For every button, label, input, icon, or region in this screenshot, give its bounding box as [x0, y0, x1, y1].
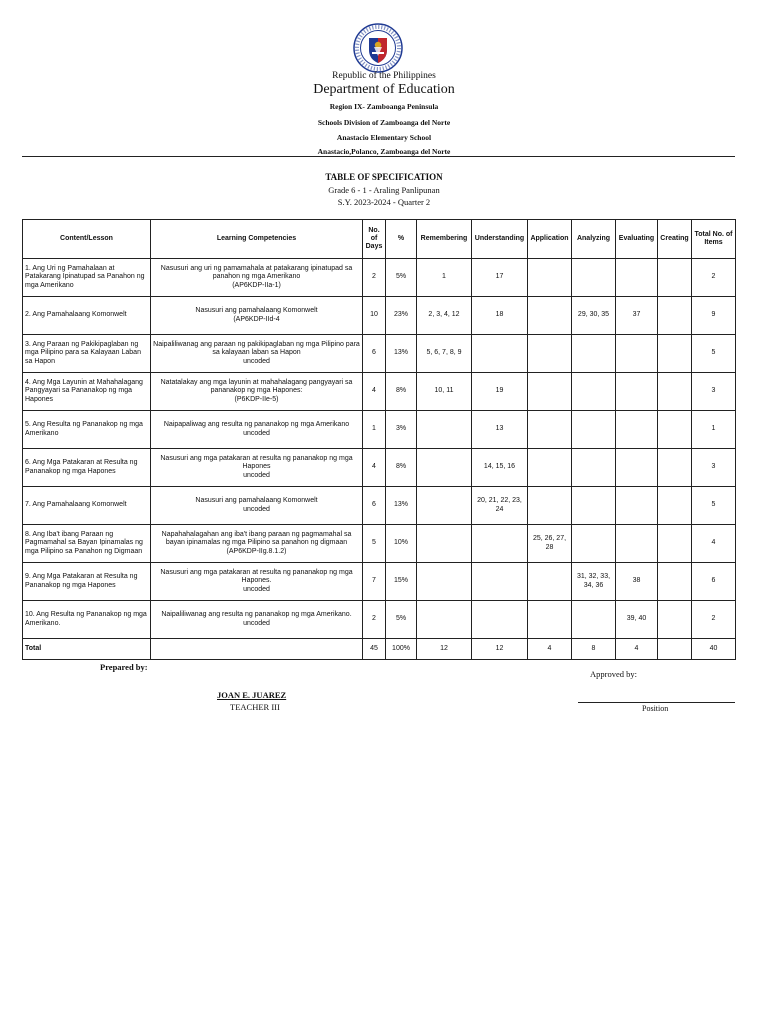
cell-percent: 13% — [386, 335, 417, 373]
header-days: No. of Days — [363, 220, 386, 259]
cell-analyzing — [572, 487, 616, 525]
cell-content: 2. Ang Pamahalaang Komonwelt — [23, 297, 151, 335]
cell-creating — [658, 601, 692, 639]
deped-seal-icon — [353, 23, 403, 73]
region-line: Region IX- Zamboanga Peninsula — [329, 102, 439, 111]
department-name: Department of Education — [313, 82, 455, 97]
cell-understanding: 20, 21, 22, 23, 24 — [472, 487, 528, 525]
competency-code: (AP6KDP-IIa-1) — [232, 281, 281, 289]
cell-content: 6. Ang Mga Patakaran at Resulta ng Pananakop ng mga Hapones — [23, 449, 151, 487]
cell-understanding — [472, 525, 528, 563]
table-row — [23, 563, 736, 601]
table-row — [23, 259, 736, 297]
competency-text: Nasusuri ang pamahalaang Komonwelt — [195, 497, 318, 505]
cell-understanding — [472, 601, 528, 639]
cell-total: 3 — [692, 373, 736, 411]
cell-remembering — [417, 525, 472, 563]
cell-competency — [151, 335, 363, 373]
cell-evaluating — [616, 411, 658, 449]
table-header-row — [23, 220, 736, 259]
cell-percent: 8% — [386, 373, 417, 411]
cell-application — [528, 259, 572, 297]
cell-content: 3. Ang Paraan ng Pakikipaglaban ng mga Pilipino para sa Kalayaan Laban sa Hapon — [23, 335, 151, 373]
cell-evaluating: 39, 40 — [616, 601, 658, 639]
cell-percent: 10% — [386, 525, 417, 563]
preparer-title: TEACHER III — [230, 702, 280, 712]
totals-competency-empty — [151, 639, 363, 660]
cell-remembering — [417, 601, 472, 639]
cell-evaluating — [616, 259, 658, 297]
cell-application — [528, 449, 572, 487]
totals-row — [23, 639, 736, 660]
cell-total: 5 — [692, 335, 736, 373]
cell-evaluating — [616, 525, 658, 563]
header-content: Content/Lesson — [23, 220, 151, 259]
cell-days: 2 — [363, 601, 386, 639]
total-percent: 100% — [386, 639, 417, 660]
competency-text: Nasusuri ang uri ng pamamahala at patakarang ipinatupad sa panahon ng mga Amerikano — [160, 265, 353, 281]
competency-code: uncoded — [243, 505, 270, 513]
cell-understanding: 14, 15, 16 — [472, 449, 528, 487]
cell-understanding — [472, 563, 528, 601]
cell-analyzing — [572, 373, 616, 411]
cell-total: 4 — [692, 525, 736, 563]
cell-remembering: 1 — [417, 259, 472, 297]
cell-application — [528, 563, 572, 601]
cell-days: 10 — [363, 297, 386, 335]
cell-days: 4 — [363, 373, 386, 411]
cell-application — [528, 601, 572, 639]
cell-remembering: 5, 6, 7, 8, 9 — [417, 335, 472, 373]
cell-days: 1 — [363, 411, 386, 449]
grade-subject: Grade 6 - 1 - Araling Panlipunan — [328, 185, 440, 195]
prepared-by-label: Prepared by: — [100, 662, 148, 672]
cell-competency — [151, 259, 363, 297]
table-row — [23, 525, 736, 563]
total-days: 45 — [363, 639, 386, 660]
cell-competency — [151, 487, 363, 525]
cell-creating — [658, 411, 692, 449]
totals-label: Total — [23, 639, 151, 660]
competency-text: Naipaliliwanag ang paraan ng pakikipaglaban ng mga Pilipino para sa kalayaan laban sa Hapon — [153, 341, 360, 357]
cell-application — [528, 487, 572, 525]
cell-evaluating — [616, 487, 658, 525]
competency-code: uncoded — [243, 357, 270, 365]
cell-total: 6 — [692, 563, 736, 601]
cell-remembering — [417, 563, 472, 601]
cell-creating — [658, 335, 692, 373]
cell-total: 1 — [692, 411, 736, 449]
cell-application — [528, 335, 572, 373]
header-divider — [22, 156, 735, 157]
cell-days: 2 — [363, 259, 386, 297]
cell-remembering — [417, 411, 472, 449]
competency-text: Napahahalagahan ang iba't ibang paraan ng pagmamahal sa bayan ipinamalas ng mga Pilipino sa panahon ng digmaan — [161, 531, 352, 547]
cell-remembering — [417, 487, 472, 525]
cell-percent: 15% — [386, 563, 417, 601]
cell-total: 2 — [692, 601, 736, 639]
republic-line: Republic of the Philippines — [332, 71, 436, 81]
competency-code: (P6KDP-IIe-5) — [234, 395, 279, 403]
cell-evaluating — [616, 335, 658, 373]
header-evaluating: Evaluating — [616, 220, 658, 259]
competency-text: Natatalakay ang mga layunin at mahahalagang pangyayari sa pananakop ng mga Hapones: — [160, 379, 353, 395]
cell-creating — [658, 525, 692, 563]
cell-analyzing — [572, 525, 616, 563]
cell-percent: 8% — [386, 449, 417, 487]
cell-evaluating: 37 — [616, 297, 658, 335]
cell-evaluating — [616, 373, 658, 411]
approved-by-label: Approved by: — [590, 669, 637, 679]
header-competencies: Learning Competencies — [151, 220, 363, 259]
cell-remembering: 2, 3, 4, 12 — [417, 297, 472, 335]
cell-creating — [658, 373, 692, 411]
cell-competency — [151, 411, 363, 449]
cell-understanding: 17 — [472, 259, 528, 297]
cell-competency — [151, 373, 363, 411]
competency-code: uncoded — [243, 471, 270, 479]
cell-competency — [151, 601, 363, 639]
cell-analyzing: 31, 32, 33, 34, 36 — [572, 563, 616, 601]
total-total: 40 — [692, 639, 736, 660]
document-title: TABLE OF SPECIFICATION — [325, 172, 443, 182]
total-creating — [658, 639, 692, 660]
cell-understanding: 18 — [472, 297, 528, 335]
school-year-quarter: S.Y. 2023-2024 - Quarter 2 — [337, 197, 431, 207]
cell-total: 5 — [692, 487, 736, 525]
total-analyzing: 8 — [572, 639, 616, 660]
table-row — [23, 487, 736, 525]
header-understanding: Understanding — [472, 220, 528, 259]
cell-creating — [658, 297, 692, 335]
cell-days: 4 — [363, 449, 386, 487]
cell-evaluating: 38 — [616, 563, 658, 601]
competency-text: Naipaliliwanag ang resulta ng pananakop ng mga Amerikano. — [161, 611, 352, 619]
competency-code: uncoded — [243, 585, 270, 593]
cell-remembering: 10, 11 — [417, 373, 472, 411]
competency-code: (AP6KDP-IId-4 — [233, 315, 280, 323]
cell-analyzing — [572, 335, 616, 373]
cell-competency — [151, 563, 363, 601]
table-row — [23, 601, 736, 639]
table-row — [23, 449, 736, 487]
cell-days: 7 — [363, 563, 386, 601]
position-label: Position — [642, 704, 669, 713]
cell-understanding: 13 — [472, 411, 528, 449]
competency-code: uncoded — [243, 619, 270, 627]
table-row — [23, 373, 736, 411]
cell-percent: 3% — [386, 411, 417, 449]
cell-competency — [151, 449, 363, 487]
table-row — [23, 335, 736, 373]
cell-total: 3 — [692, 449, 736, 487]
specification-table — [22, 219, 736, 660]
cell-creating — [658, 563, 692, 601]
competency-text: Nasusuri ang pamahalaang Komonwelt — [195, 307, 318, 315]
cell-remembering — [417, 449, 472, 487]
table-row — [23, 411, 736, 449]
header-creating: Creating — [658, 220, 692, 259]
cell-application — [528, 411, 572, 449]
cell-percent: 5% — [386, 601, 417, 639]
header-percent: % — [386, 220, 417, 259]
cell-total: 2 — [692, 259, 736, 297]
cell-application — [528, 297, 572, 335]
cell-analyzing: 29, 30, 35 — [572, 297, 616, 335]
competency-code: (AP6KDP-IIg.8.1.2) — [226, 547, 287, 555]
cell-percent: 5% — [386, 259, 417, 297]
header-remembering: Remembering — [417, 220, 472, 259]
cell-content: 10. Ang Resulta ng Pananakop ng mga Amerikano. — [23, 601, 151, 639]
competency-text: Naipapaliwag ang resulta ng pananakop ng mga Amerikano — [163, 421, 350, 429]
school-name: Anastacio Elementary School — [336, 133, 432, 142]
cell-content: 8. Ang Iba't ibang Paraan ng Pagmamahal sa Bayan Ipinamalas ng mga Pilipino sa Panahon ng Digmaan — [23, 525, 151, 563]
cell-days: 6 — [363, 335, 386, 373]
cell-content: 9. Ang Mga Patakaran at Resulta ng Pananakop ng mga Hapones — [23, 563, 151, 601]
competency-text: Nasusuri ang mga patakaran at resulta ng pananakop ng mga Hapones. — [160, 569, 353, 585]
cell-days: 5 — [363, 525, 386, 563]
preparer-name: JOAN E. JUAREZ — [217, 690, 287, 700]
competency-code: uncoded — [243, 429, 270, 437]
total-application: 4 — [528, 639, 572, 660]
school-address: Anastacio,Polanco, Zamboanga del Norte — [317, 147, 451, 156]
header-total: Total No. of Items — [692, 220, 736, 259]
total-evaluating: 4 — [616, 639, 658, 660]
division-line: Schools Division of Zamboanga del Norte — [317, 118, 451, 127]
cell-content: 4. Ang Mga Layunin at Mahahalagang Pangyayari sa Pananakop ng mga Hapones — [23, 373, 151, 411]
table-row — [23, 297, 736, 335]
cell-application — [528, 373, 572, 411]
header-analyzing: Analyzing — [572, 220, 616, 259]
cell-content: 5. Ang Resulta ng Pananakop ng mga Amerikano — [23, 411, 151, 449]
cell-understanding: 19 — [472, 373, 528, 411]
cell-analyzing — [572, 449, 616, 487]
cell-application: 25, 26, 27, 28 — [528, 525, 572, 563]
cell-analyzing — [572, 259, 616, 297]
cell-creating — [658, 259, 692, 297]
cell-creating — [658, 449, 692, 487]
cell-days: 6 — [363, 487, 386, 525]
cell-understanding — [472, 335, 528, 373]
cell-percent: 13% — [386, 487, 417, 525]
cell-percent: 23% — [386, 297, 417, 335]
total-remembering: 12 — [417, 639, 472, 660]
cell-competency — [151, 297, 363, 335]
signature-line — [578, 702, 735, 703]
cell-creating — [658, 487, 692, 525]
cell-total: 9 — [692, 297, 736, 335]
cell-content: 7. Ang Pamahalaang Komonwelt — [23, 487, 151, 525]
cell-analyzing — [572, 411, 616, 449]
cell-analyzing — [572, 601, 616, 639]
cell-content: 1. Ang Uri ng Pamahalaan at Patakarang Ipinatupad sa Panahon ng mga Amerikano — [23, 259, 151, 297]
cell-competency — [151, 525, 363, 563]
header-application: Application — [528, 220, 572, 259]
total-understanding: 12 — [472, 639, 528, 660]
competency-text: Nasusuri ang mga patakaran at resulta ng pananakop ng mga Hapones — [160, 455, 353, 471]
cell-evaluating — [616, 449, 658, 487]
